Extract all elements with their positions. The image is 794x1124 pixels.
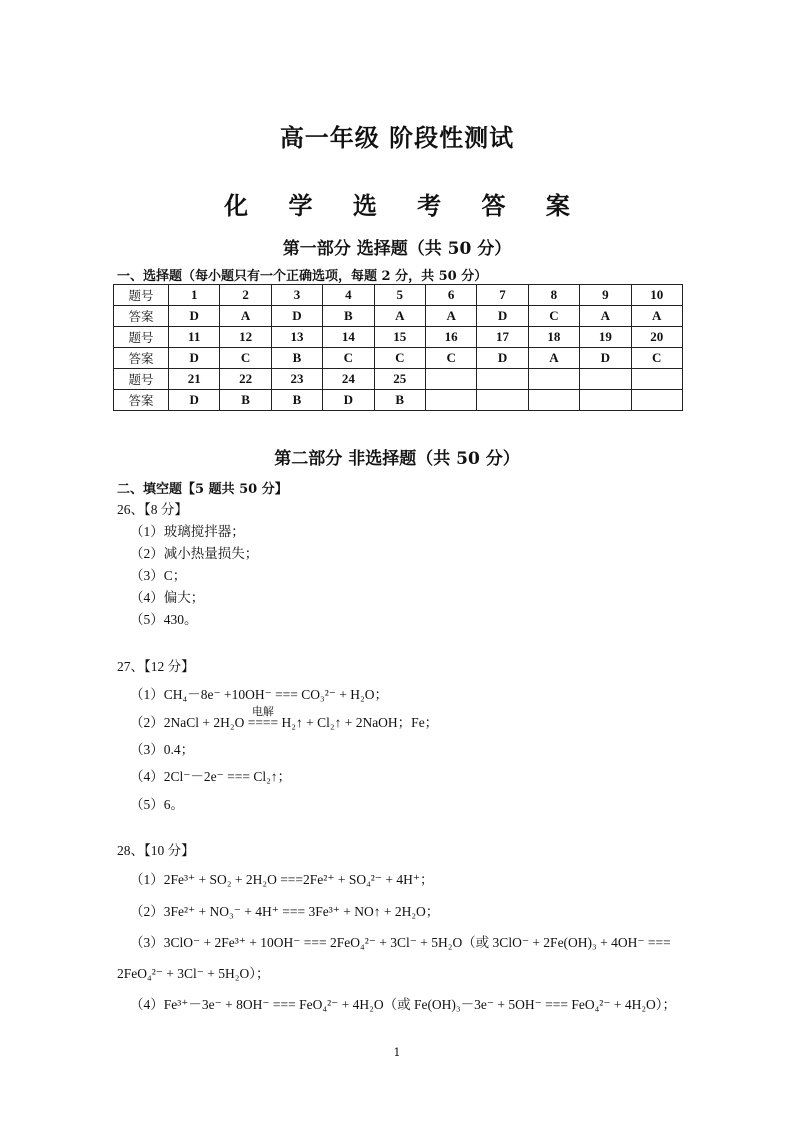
question-number-cell: 5: [374, 285, 425, 306]
answer-cell: A: [220, 306, 271, 327]
answer-cell: D: [323, 390, 374, 411]
q28-answer-3b: 2FeO₄²⁻ + 3Cl⁻ + 5H₂O）；: [117, 966, 270, 981]
question-number-cell: 25: [374, 369, 425, 390]
q28-answer-4: （4）Fe³⁺－3e⁻ + 8OH⁻ === FeO₄²⁻ + 4H₂O（或 Fe(OH)₃－3e⁻ + 5OH⁻ === FeO₄²⁻ + 4H₂O）；: [130, 997, 677, 1012]
q26-answer-4: （4）偏大；: [130, 590, 205, 605]
answer-cell: C: [631, 348, 682, 369]
q28-answer-3a: （3）3ClO⁻ + 2Fe³⁺ + 10OH⁻ === 2FeO₄²⁻ + 3Cl⁻ + 5H₂O（或 3ClO⁻ + 2Fe(OH)₃ + 4OH⁻ ===: [130, 935, 671, 950]
q27-answer-3: （3）0.4；: [130, 742, 195, 757]
row-label-answer: 答案: [114, 306, 169, 327]
q28-heading: 28、【10 分】: [117, 843, 195, 858]
electrolysis-sign: ====: [247, 715, 279, 730]
question-number-cell: 16: [425, 327, 476, 348]
question-number-cell: 14: [323, 327, 374, 348]
answer-cell: D: [271, 306, 322, 327]
question-number-row: [114, 327, 683, 348]
q27-heading: 27、【12 分】: [117, 659, 195, 674]
answer-cell: D: [477, 348, 528, 369]
answer-cell: [477, 390, 528, 411]
answer-cell: B: [220, 390, 271, 411]
q27-answer-2: [130, 705, 439, 731]
part2-heading: 第二部分 非选择题（共 50 分）: [274, 449, 520, 469]
question-number-cell: 3: [271, 285, 322, 306]
answer-row: [114, 348, 683, 369]
answer-cell: A: [631, 306, 682, 327]
answer-cell: [631, 390, 682, 411]
answer-cell: C: [323, 348, 374, 369]
page-title: 高一年级 阶段性测试: [279, 123, 515, 152]
q26-answer-5: （5）430。: [130, 612, 198, 627]
question-number-cell: [528, 369, 579, 390]
question-number-cell: 17: [477, 327, 528, 348]
question-number-cell: 1: [169, 285, 220, 306]
question-number-cell: [631, 369, 682, 390]
question-number-row: [114, 369, 683, 390]
q27-answer-2-post: H₂↑ + Cl₂↑ + 2NaOH；Fe；: [278, 715, 439, 730]
question-number-cell: 9: [580, 285, 631, 306]
q27-answer-5: （5）6。: [130, 797, 184, 812]
q27-answer-2-pre: （2）2NaCl + 2H₂O: [130, 715, 248, 730]
question-number-cell: 18: [528, 327, 579, 348]
q26-heading: 26、【8 分】: [117, 502, 188, 517]
answer-cell: C: [528, 306, 579, 327]
question-number-cell: 15: [374, 327, 425, 348]
answer-cell: C: [220, 348, 271, 369]
question-number-cell: 2: [220, 285, 271, 306]
q26-answer-3: （3）C；: [130, 568, 187, 583]
answer-cell: [580, 390, 631, 411]
q28-answer-2: （2）3Fe²⁺ + NO₃⁻ + 4H⁺ === 3Fe³⁺ + NO↑ + 2H₂O；: [130, 904, 440, 919]
question-number-cell: [425, 369, 476, 390]
page-number: 1: [393, 1046, 401, 1059]
q26-answer-2: （2）减小热量损失；: [130, 546, 259, 561]
question-number-cell: 22: [220, 369, 271, 390]
page-subtitle: 化 学 选 考 答 案: [224, 191, 586, 220]
answer-cell: C: [374, 348, 425, 369]
answer-cell: B: [374, 390, 425, 411]
row-label-question: 题号: [114, 285, 169, 306]
answer-cell: D: [169, 306, 220, 327]
q28-answer-1: （1）2Fe³⁺ + SO₂ + 2H₂O ===2Fe²⁺ + SO₄²⁻ + 4H⁺；: [130, 872, 434, 887]
q27-answer-1: （1）CH₄－8e⁻ +10OH⁻ === CO₃²⁻ + H₂O；: [130, 687, 388, 702]
question-number-cell: 20: [631, 327, 682, 348]
answer-cell: B: [271, 390, 322, 411]
answer-cell: [425, 390, 476, 411]
answer-row: [114, 390, 683, 411]
question-number-cell: 23: [271, 369, 322, 390]
row-label-answer: 答案: [114, 348, 169, 369]
question-number-cell: 10: [631, 285, 682, 306]
question-number-cell: 12: [220, 327, 271, 348]
part1-heading: 第一部分 选择题（共 50 分）: [282, 239, 512, 259]
row-label-answer: 答案: [114, 390, 169, 411]
question-number-cell: 21: [169, 369, 220, 390]
answer-cell: B: [323, 306, 374, 327]
answer-cell: D: [477, 306, 528, 327]
answer-cell: C: [425, 348, 476, 369]
question-number-cell: 8: [528, 285, 579, 306]
answer-cell: B: [271, 348, 322, 369]
question-number-cell: 7: [477, 285, 528, 306]
question-number-cell: 6: [425, 285, 476, 306]
part2-note: 二、填空题【5 题共 50 分】: [117, 482, 288, 497]
answer-cell: D: [169, 348, 220, 369]
answer-cell: D: [580, 348, 631, 369]
part1-note: 一、选择题（每小题只有一个正确选项，每题 2 分，共 50 分）: [117, 269, 488, 284]
question-number-row: [114, 285, 683, 306]
electrolysis-arrow: [247, 705, 279, 731]
answer-cell: A: [528, 348, 579, 369]
question-number-cell: [580, 369, 631, 390]
answer-cell: A: [425, 306, 476, 327]
q26-answer-1: （1）玻璃搅拌器；: [130, 524, 245, 539]
question-number-cell: 24: [323, 369, 374, 390]
q27-answer-4: （4）2Cl⁻－2e⁻ === Cl₂↑；: [130, 769, 292, 784]
question-number-cell: 13: [271, 327, 322, 348]
answer-cell: A: [580, 306, 631, 327]
answer-row: [114, 306, 683, 327]
question-number-cell: [477, 369, 528, 390]
answer-table: [113, 284, 683, 411]
row-label-question: 题号: [114, 369, 169, 390]
answer-cell: [528, 390, 579, 411]
electrolysis-condition: 电解: [251, 705, 274, 718]
question-number-cell: 19: [580, 327, 631, 348]
answer-cell: D: [169, 390, 220, 411]
answer-cell: A: [374, 306, 425, 327]
question-number-cell: 11: [169, 327, 220, 348]
question-number-cell: 4: [323, 285, 374, 306]
row-label-question: 题号: [114, 327, 169, 348]
